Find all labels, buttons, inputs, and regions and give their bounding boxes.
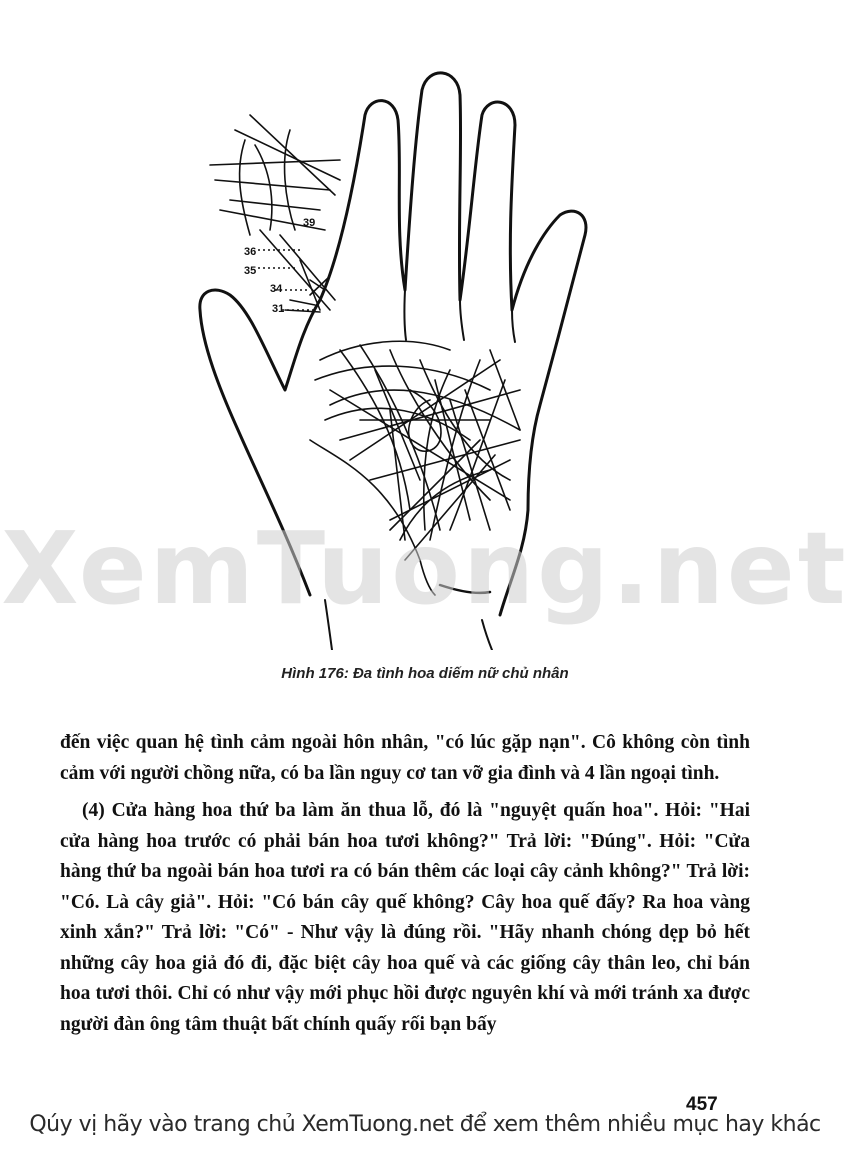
site-watermark: XemTuong.net: [1, 510, 849, 627]
figure-label-35: 35: [244, 265, 257, 277]
paragraph-2: (4) Cửa hàng hoa thứ ba làm ăn thua lỗ, đó là "nguyệt quấn hoa". Hỏi: "Hai cửa hàng hoa trước có phải bán hoa tươi không?" Trả lời: "Đúng". Hỏi: "Cửa hàng thứ ba ngoài bán hoa tươi ra có bán thêm các loại cây cảnh không?" Trả lời: "Có. Là cây giả". Hỏi: "Có bán cây quế không? Cây hoa quế đấy? Ra hoa vàng xinh xắn?" Trả lời: "Có" - Như vậy là đúng rồi. "Hãy nhanh chóng dẹp bỏ hết những cây hoa giả đó đi, đặc biệt cây hoa quế và các giống cây thân leo, chỉ bán hoa tươi thôi. Chỉ có như vậy mới phục hồi được nguyên khí và mới tránh xa được người đàn ông tâm thuật bất chính quấy rối bạn bấy: [60, 800, 750, 1035]
hand-outline: [200, 73, 586, 615]
body-text: [60, 728, 750, 1040]
page-number: 457: [686, 1094, 718, 1115]
paragraph-1: đến việc quan hệ tình cảm ngoài hôn nhân, "có lúc gặp nạn". Cô không còn tình cảm với người chồng nữa, có ba lần nguy cơ tan vỡ gia đình và 4 lần ngoại tình.: [60, 732, 750, 784]
figure-caption: Hình 176: Đa tình hoa diếm nữ chủ nhân: [281, 665, 569, 682]
figure-label-34: 34: [270, 283, 283, 295]
footer-note: Qúy vị hãy vào trang chủ XemTuong.net để xem thêm nhiều mục hay khác: [29, 1112, 821, 1137]
figure-label-31: 31: [272, 303, 285, 315]
figure-label-36: 36: [244, 246, 257, 258]
palm-illustration: [190, 60, 620, 650]
figure-label-39: 39: [303, 217, 316, 229]
